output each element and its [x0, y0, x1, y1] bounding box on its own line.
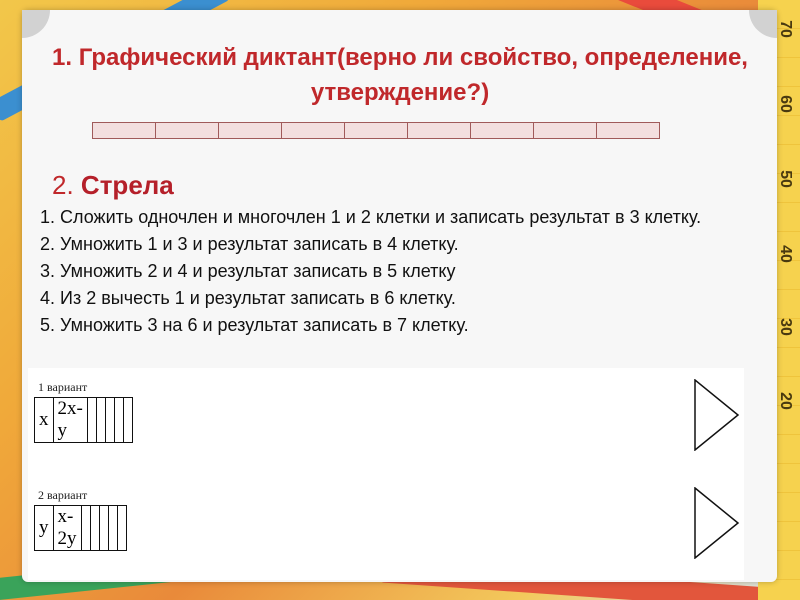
arrow-cell — [87, 398, 96, 443]
arrow-cell — [81, 506, 90, 551]
instruction-item: 3. Умножить 2 и 4 и результат записать в 5 клетку — [40, 261, 456, 281]
ruler-mark: 40 — [777, 245, 795, 263]
arrow-cell: x — [35, 398, 54, 443]
ruler-mark: 50 — [777, 170, 795, 188]
grid-cell — [219, 123, 282, 139]
answer-grid — [92, 122, 660, 139]
grid-cell — [597, 123, 660, 139]
slide-title: 1. Графический диктант(верно ли свойство, определение, утверждение?) — [52, 44, 748, 106]
arrow-cell — [99, 506, 108, 551]
grid-cell — [534, 123, 597, 139]
corner-notch — [749, 10, 777, 38]
section-title: Стрела — [80, 170, 174, 200]
arrow-cell — [90, 506, 99, 551]
grid-cell — [282, 123, 345, 139]
corner-notch — [22, 10, 50, 38]
grid-cell — [471, 123, 534, 139]
instruction-item: 2. Умножить 1 и 3 и результат записать в 4 клетку. — [40, 234, 459, 254]
arrow-cell — [123, 398, 132, 443]
ruler-mark: 70 — [777, 20, 795, 38]
arrow-head-icon — [694, 487, 740, 559]
arrow-cell — [117, 506, 126, 551]
arrow-cell: y — [35, 506, 54, 551]
instruction-item: 4. Из 2 вычесть 1 и результат записать в 6 клетку. — [40, 288, 456, 308]
grid-cell — [408, 123, 471, 139]
section-number: 2. — [52, 170, 74, 200]
arrow-cell — [108, 506, 117, 551]
exercise-panel — [28, 368, 744, 580]
arrow-cell — [114, 398, 123, 443]
section-heading — [52, 170, 174, 201]
arrow-cell — [105, 398, 114, 443]
grid-cell — [156, 123, 219, 139]
instruction-list — [40, 204, 760, 339]
variant-label: 1 вариант — [38, 380, 88, 394]
grid-cell — [345, 123, 408, 139]
arrow-cell: x-2y — [53, 506, 81, 551]
arrow-cell — [96, 398, 105, 443]
arrow-cell: 2x-y — [53, 398, 87, 443]
instruction-item: 5. Умножить 3 на 6 и результат записать в 7 клетку. — [40, 315, 469, 335]
grid-cell — [93, 123, 156, 139]
arrow-cells — [34, 505, 127, 551]
variant-label: 2 вариант — [38, 488, 88, 502]
arrow-head-icon — [694, 379, 740, 451]
ruler-mark: 20 — [777, 392, 795, 410]
instruction-item: 1. Сложить одночлен и многочлен 1 и 2 клетки и записать результат в 3 клетку. — [40, 207, 702, 227]
arrow-cells — [34, 397, 133, 443]
ruler-mark: 30 — [777, 318, 795, 336]
ruler-mark: 60 — [777, 95, 795, 113]
